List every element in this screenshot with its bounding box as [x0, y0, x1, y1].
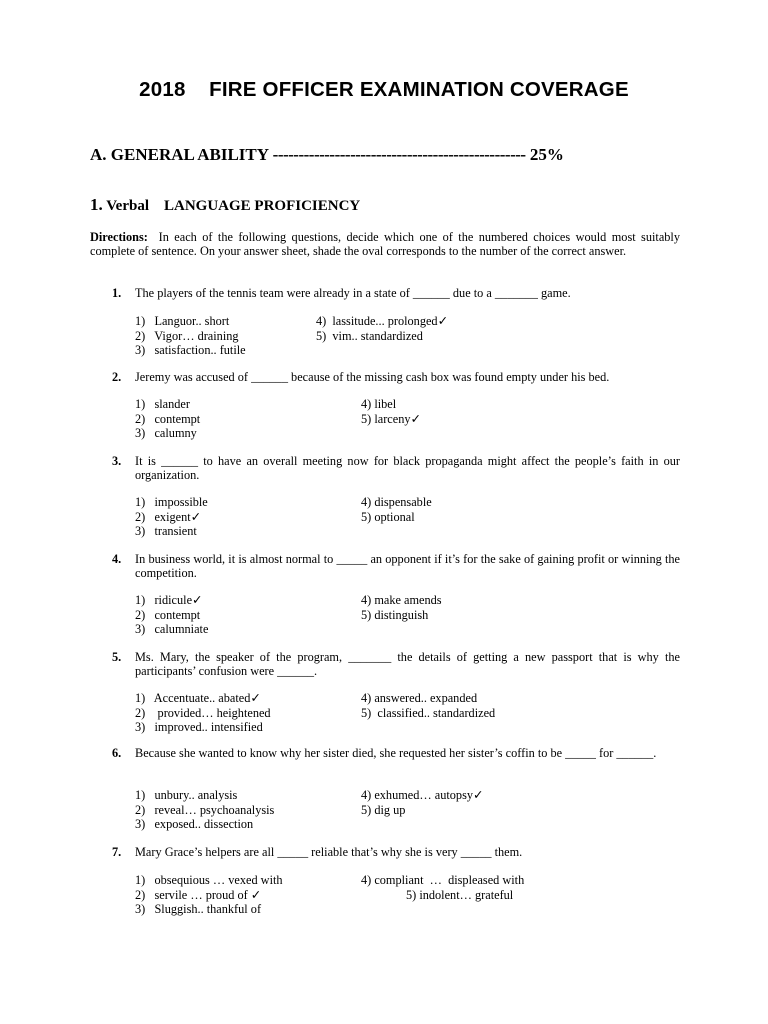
choice: 5) larceny✓ — [361, 411, 421, 426]
choice: 2) servile … proud of ✓ — [135, 887, 262, 902]
page-title: 2018 FIRE OFFICER EXAMINATION COVERAGE — [139, 78, 629, 101]
directions-text: In each of the following questions, decide which one of the numbered choices would most suitably complete of sentence. On your answer sheet, shade the oval corresponds to the number of the correct answer. — [90, 230, 680, 258]
choice: 5) indolent… grateful — [406, 887, 514, 902]
choice: 1) Languor.. short — [135, 314, 230, 328]
choice: 1) Accentuate.. abated✓ — [135, 691, 261, 705]
question — [112, 845, 680, 859]
choice: 4) exhumed… autopsy✓ — [361, 788, 484, 802]
choice: 4) make amends — [361, 593, 442, 607]
section-weight: 25% — [529, 145, 564, 164]
question — [112, 286, 680, 300]
choice: 2) Vigor… draining — [135, 328, 239, 343]
choice: 3) improved.. intensified — [135, 720, 263, 734]
choice: 3) Sluggish.. thankful of — [135, 902, 262, 916]
choice: 3) exposed.. dissection — [135, 817, 254, 831]
directions — [90, 230, 680, 258]
question-text: Mary Grace’s helpers are all _____ reliable that’s why she is very _____ them. — [135, 845, 523, 859]
question-text: In business world, it is almost normal to _____ an opponent if it’s for the sake of gaining profit or winning the competition. — [135, 552, 680, 580]
choice: 3) calumny — [135, 426, 197, 440]
subsection-number: 1. — [90, 195, 103, 214]
choice: 5) optional — [361, 509, 415, 524]
choice: 2) reveal… psychoanalysis — [135, 802, 275, 817]
choice: 1) obsequious … vexed with — [135, 873, 283, 887]
choice: 2) contempt — [135, 411, 201, 426]
question — [112, 370, 680, 384]
choice: 4) dispensable — [361, 495, 432, 509]
choice: 1) slander — [135, 397, 190, 411]
question — [112, 650, 680, 678]
question-text: Jeremy was accused of ______ because of the missing cash box was found empty under his bed. — [135, 370, 610, 384]
choice: 2) exigent✓ — [135, 509, 201, 524]
subsection-label: Verbal LANGUAGE PROFICIENCY — [102, 198, 361, 214]
choice: 5) dig up — [361, 802, 406, 817]
question-number: 6. — [112, 746, 122, 760]
question-number: 5. — [112, 650, 122, 664]
question — [112, 746, 680, 760]
question-text: Ms. Mary, the speaker of the program, _______ the details of getting a new passport that is why the participants’ confusion were ______. — [135, 650, 680, 678]
choice: 1) impossible — [135, 495, 208, 509]
section-dashes: ------------------------------------------------- — [272, 145, 526, 164]
choice: 3) calumniate — [135, 622, 209, 636]
choice: 4) lassitude... prolonged✓ — [316, 314, 448, 328]
question-text: It is ______ to have an overall meeting now for black propaganda might affect the people’s faith in our organization. — [135, 454, 680, 482]
question-text: Because she wanted to know why her sister died, she requested her sister’s coffin to be _____ for ______. — [135, 746, 657, 760]
question-number: 4. — [112, 552, 122, 566]
question-number: 2. — [112, 370, 122, 384]
question-number: 1. — [112, 286, 122, 300]
choice: 4) answered.. expanded — [361, 691, 478, 705]
choice: 5) vim.. standardized — [316, 328, 423, 343]
choice: 1) ridicule✓ — [135, 593, 203, 607]
question-number: 7. — [112, 845, 122, 859]
choice: 4) compliant … displeased with — [361, 873, 525, 887]
choice: 1) unbury.. analysis — [135, 788, 238, 802]
subsection-heading — [90, 195, 360, 215]
question — [112, 552, 680, 580]
directions-label: Directions: — [90, 230, 148, 244]
section-heading — [90, 145, 690, 165]
question-number: 3. — [112, 454, 122, 468]
choice: 2) provided… heightened — [135, 705, 271, 720]
question — [112, 454, 680, 482]
choice: 2) contempt — [135, 607, 201, 622]
choice: 4) libel — [361, 397, 397, 411]
question-text: The players of the tennis team were already in a state of ______ due to a _______ game. — [135, 286, 571, 300]
section-label: A. GENERAL ABILITY — [90, 145, 269, 164]
choice: 3) satisfaction.. futile — [135, 343, 246, 357]
choice: 3) transient — [135, 524, 197, 538]
choice: 5) distinguish — [361, 607, 429, 622]
choice: 5) classified.. standardized — [361, 705, 496, 720]
